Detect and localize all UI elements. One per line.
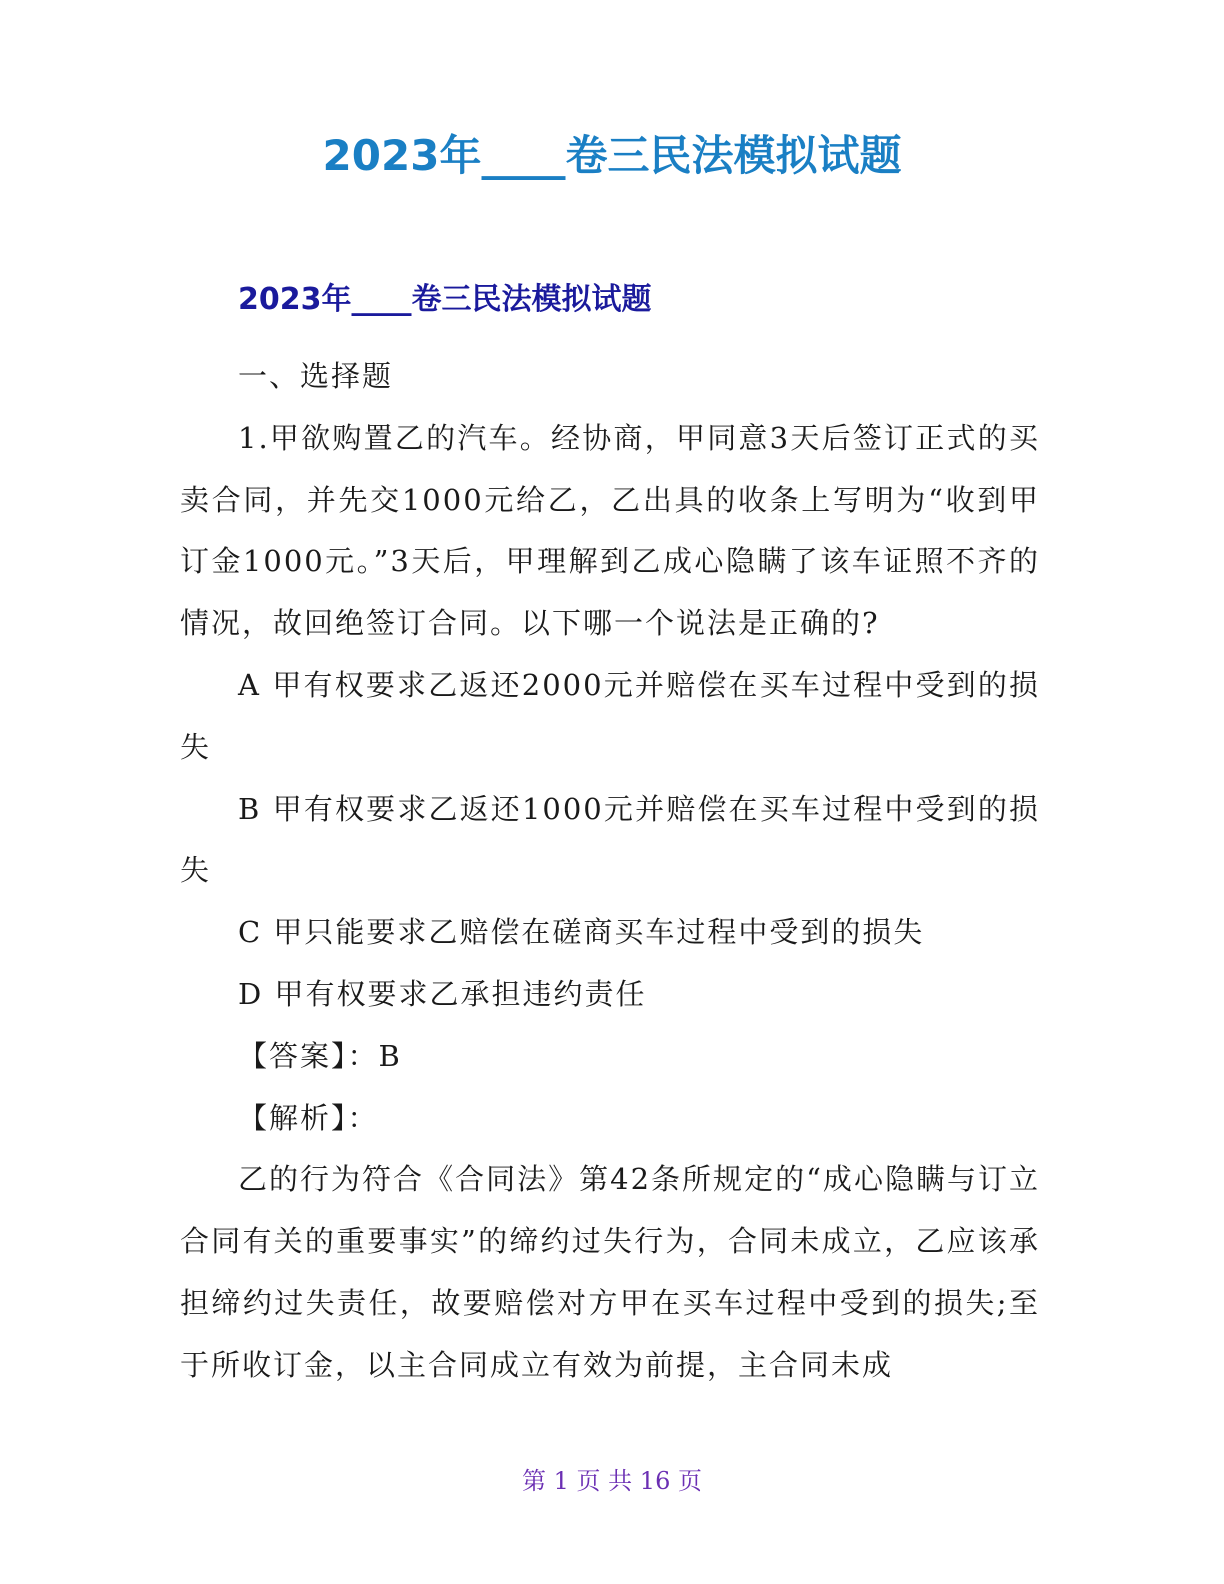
document-title: 2023年____卷三民法模拟试题 — [322, 131, 902, 180]
option-b: B 甲有权要求乙返还1000元并赔偿在买车过程中受到的损失 — [180, 791, 1040, 888]
section-label: 一、选择题 — [238, 359, 394, 393]
analysis-label: 【解析】： — [238, 1100, 379, 1135]
analysis-text: 乙的行为符合《合同法》第42条所规定的“成心隐瞒与订立合同有关的重要事实”的缔约过失行为，合同未成立，乙应该承担缔约过失责任，故要赔偿对方甲在买车过程中受到的损失;至于所收订金，以主合同成立有效为前提，主合同未成 — [180, 1162, 1040, 1382]
answer-line: 【答案】：B — [238, 1038, 402, 1073]
option-a: A 甲有权要求乙返还2000元并赔偿在买车过程中受到的损失 — [180, 667, 1040, 764]
document-body — [180, 346, 1040, 1397]
question-text: 1.甲欲购置乙的汽车。经协商，甲同意3天后签订正式的买卖合同，并先交1000元给乙，乙出具的收条上写明为“收到甲订金1000元。”3天后，甲理解到乙成心隐瞒了该车证照不齐的情况，故回绝签订合同。以下哪一个说法是正确的? — [180, 420, 1040, 641]
option-c: C 甲只能要求乙赔偿在磋商买车过程中受到的损失 — [238, 915, 925, 950]
page-number-footer: 第 1 页 共 16 页 — [522, 1467, 702, 1495]
section-heading: 2023年____卷三民法模拟试题 — [238, 282, 652, 317]
option-d: D 甲有权要求乙承担违约责任 — [238, 976, 647, 1011]
